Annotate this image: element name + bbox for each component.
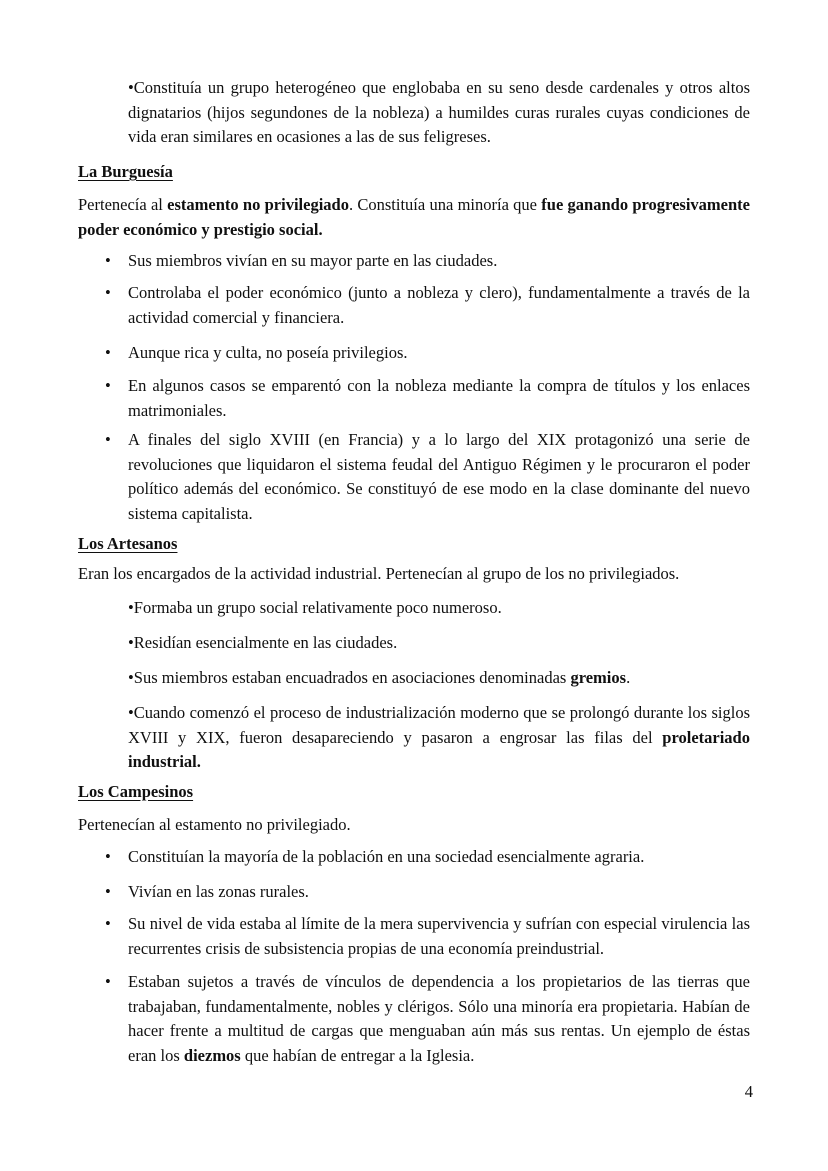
text-run: Eran los encargados de la actividad industrial. Pertenecían al grupo de los no privilegiados. [78, 564, 680, 583]
list-item-text [128, 703, 750, 771]
bold-text-run: diezmos [183, 1045, 241, 1065]
bullet-icon: • [105, 430, 111, 449]
paragraph [78, 193, 750, 242]
page-number: 4 [744, 1082, 753, 1101]
list-item-text [128, 914, 750, 958]
text-run: En algunos casos se emparentó con la nobleza mediante la compra de títulos y los enlaces matrimoniales. [128, 376, 750, 420]
text-run: . [626, 668, 631, 687]
bold-text-run: fue ganando progresivamente poder económico y prestigio social. [78, 195, 750, 239]
list-item [78, 249, 750, 274]
text-run: Estaban sujetos a través de vínculos de dependencia a los propietarios de las tierras que trabajaban, fundamentalmente, nobles y clérigos. Sólo una minoría era propietaria. Habían de hacer frente a multitud de cargas que menguaban aún más sus rentas. Un ejemplo de éstas eran los [128, 972, 750, 1065]
text-run: Controlaba el poder económico (junto a nobleza y clero), fundamentalmente a través de la actividad comercial y financiera. [128, 283, 750, 327]
list-item-text [128, 882, 309, 901]
bullet-icon: • [105, 914, 111, 933]
bullet-icon: • [128, 668, 134, 687]
section-heading-la-burguesia [78, 160, 750, 185]
text-run: La Burguesía [78, 162, 173, 181]
text-run: A finales del siglo XVIII (en Francia) y a lo largo del XIX protagonizó una serie de revoluciones que liquidaron el sistema feudal del Antiguo Régimen y le procuraron el poder político además del económico. Se constituyó de ese modo en la clase dominante del nuevo sistema capitalista. [128, 430, 750, 523]
bold-text-run: estamento no privilegiado [167, 195, 349, 214]
list-item-text [134, 633, 397, 652]
list-item [78, 701, 750, 775]
text-run: Sus miembros vivían en su mayor parte en las ciudades. [128, 251, 498, 270]
list-item [78, 281, 750, 330]
list-item-text [128, 430, 750, 523]
bold-text-run: gremios [570, 668, 627, 687]
list-item [78, 845, 750, 870]
text-run: Constituía un grupo heterogéneo que englobaba en su seno desde cardenales y otros altos dignatarios (hijos segundones de la nobleza) a humildes curas rurales cuyas condiciones de vida eran similares en ocasiones a las de sus feligreses. [128, 78, 750, 147]
bullet-icon: • [128, 78, 134, 97]
text-run: Sus miembros estaban encuadrados en asociaciones denominadas [133, 668, 571, 687]
list-item-text [128, 251, 497, 270]
text-run: Vivían en las zonas rurales. [128, 882, 309, 901]
text-run: Residían esencialmente en las ciudades. [133, 633, 398, 652]
bullet-icon: • [128, 633, 134, 652]
list-item [78, 631, 750, 656]
text-run: Los Artesanos [78, 534, 178, 553]
text-run: Formaba un grupo social relativamente poco numeroso. [133, 598, 502, 617]
text-run: Su nivel de vida estaba al límite de la mera supervivencia y sufrían con especial virulencia las recurrentes crisis de subsistencia propias de una economía preindustrial. [128, 914, 750, 958]
text-run: Los Campesinos [78, 782, 194, 801]
list-item-text [128, 847, 644, 866]
paragraph [78, 562, 750, 587]
list-item-text [128, 972, 750, 1065]
heading-text [78, 782, 193, 801]
list-item-text [134, 668, 630, 687]
bullet-icon: • [105, 283, 111, 302]
list-item [78, 666, 750, 691]
bullet-icon: • [105, 972, 111, 991]
heading-text [78, 534, 177, 553]
list-item [78, 428, 750, 526]
list-item [78, 912, 750, 961]
bullet-icon: • [105, 343, 111, 362]
paragraph-text [78, 195, 750, 239]
section-heading-los-artesanos [78, 532, 750, 557]
paragraph-text [78, 815, 351, 834]
text-run: . Constituía una minoría que [348, 195, 542, 214]
list-item [78, 596, 750, 621]
text-run: Aunque rica y culta, no poseía privilegios. [128, 343, 408, 362]
list-item-text [128, 343, 408, 362]
bullet-icon: • [128, 703, 134, 722]
text-run: Pertenecía al [78, 195, 168, 214]
paragraph [78, 813, 750, 838]
bullet-icon: • [128, 598, 134, 617]
bullet-icon: • [105, 251, 111, 270]
list-item [78, 76, 750, 150]
list-item [78, 341, 750, 366]
text-run: que habían de entregar a la Iglesia. [240, 1045, 475, 1065]
bullet-icon: • [105, 376, 111, 395]
bold-text-run: proletariado industrial. [128, 727, 750, 772]
text-run: Cuando comenzó el proceso de industrialización moderno que se prolongó durante los siglos XVIII y XIX, fueron desapareciendo y pasaron a engrosar las filas del [128, 703, 750, 747]
bullet-icon: • [105, 882, 111, 901]
section-heading-los-campesinos [78, 780, 750, 805]
list-item-text [128, 376, 750, 420]
text-run: Pertenecían al estamento no privilegiado. [78, 815, 351, 834]
bullet-icon: • [105, 847, 111, 866]
list-item [78, 880, 750, 905]
paragraph-text [78, 564, 679, 583]
list-item-text [134, 598, 502, 617]
text-run: Constituían la mayoría de la población en una sociedad esencialmente agraria. [128, 847, 645, 866]
list-item [78, 970, 750, 1068]
list-item-text [128, 78, 750, 146]
heading-text [78, 162, 173, 181]
list-item [78, 374, 750, 423]
list-item-text [128, 283, 750, 327]
